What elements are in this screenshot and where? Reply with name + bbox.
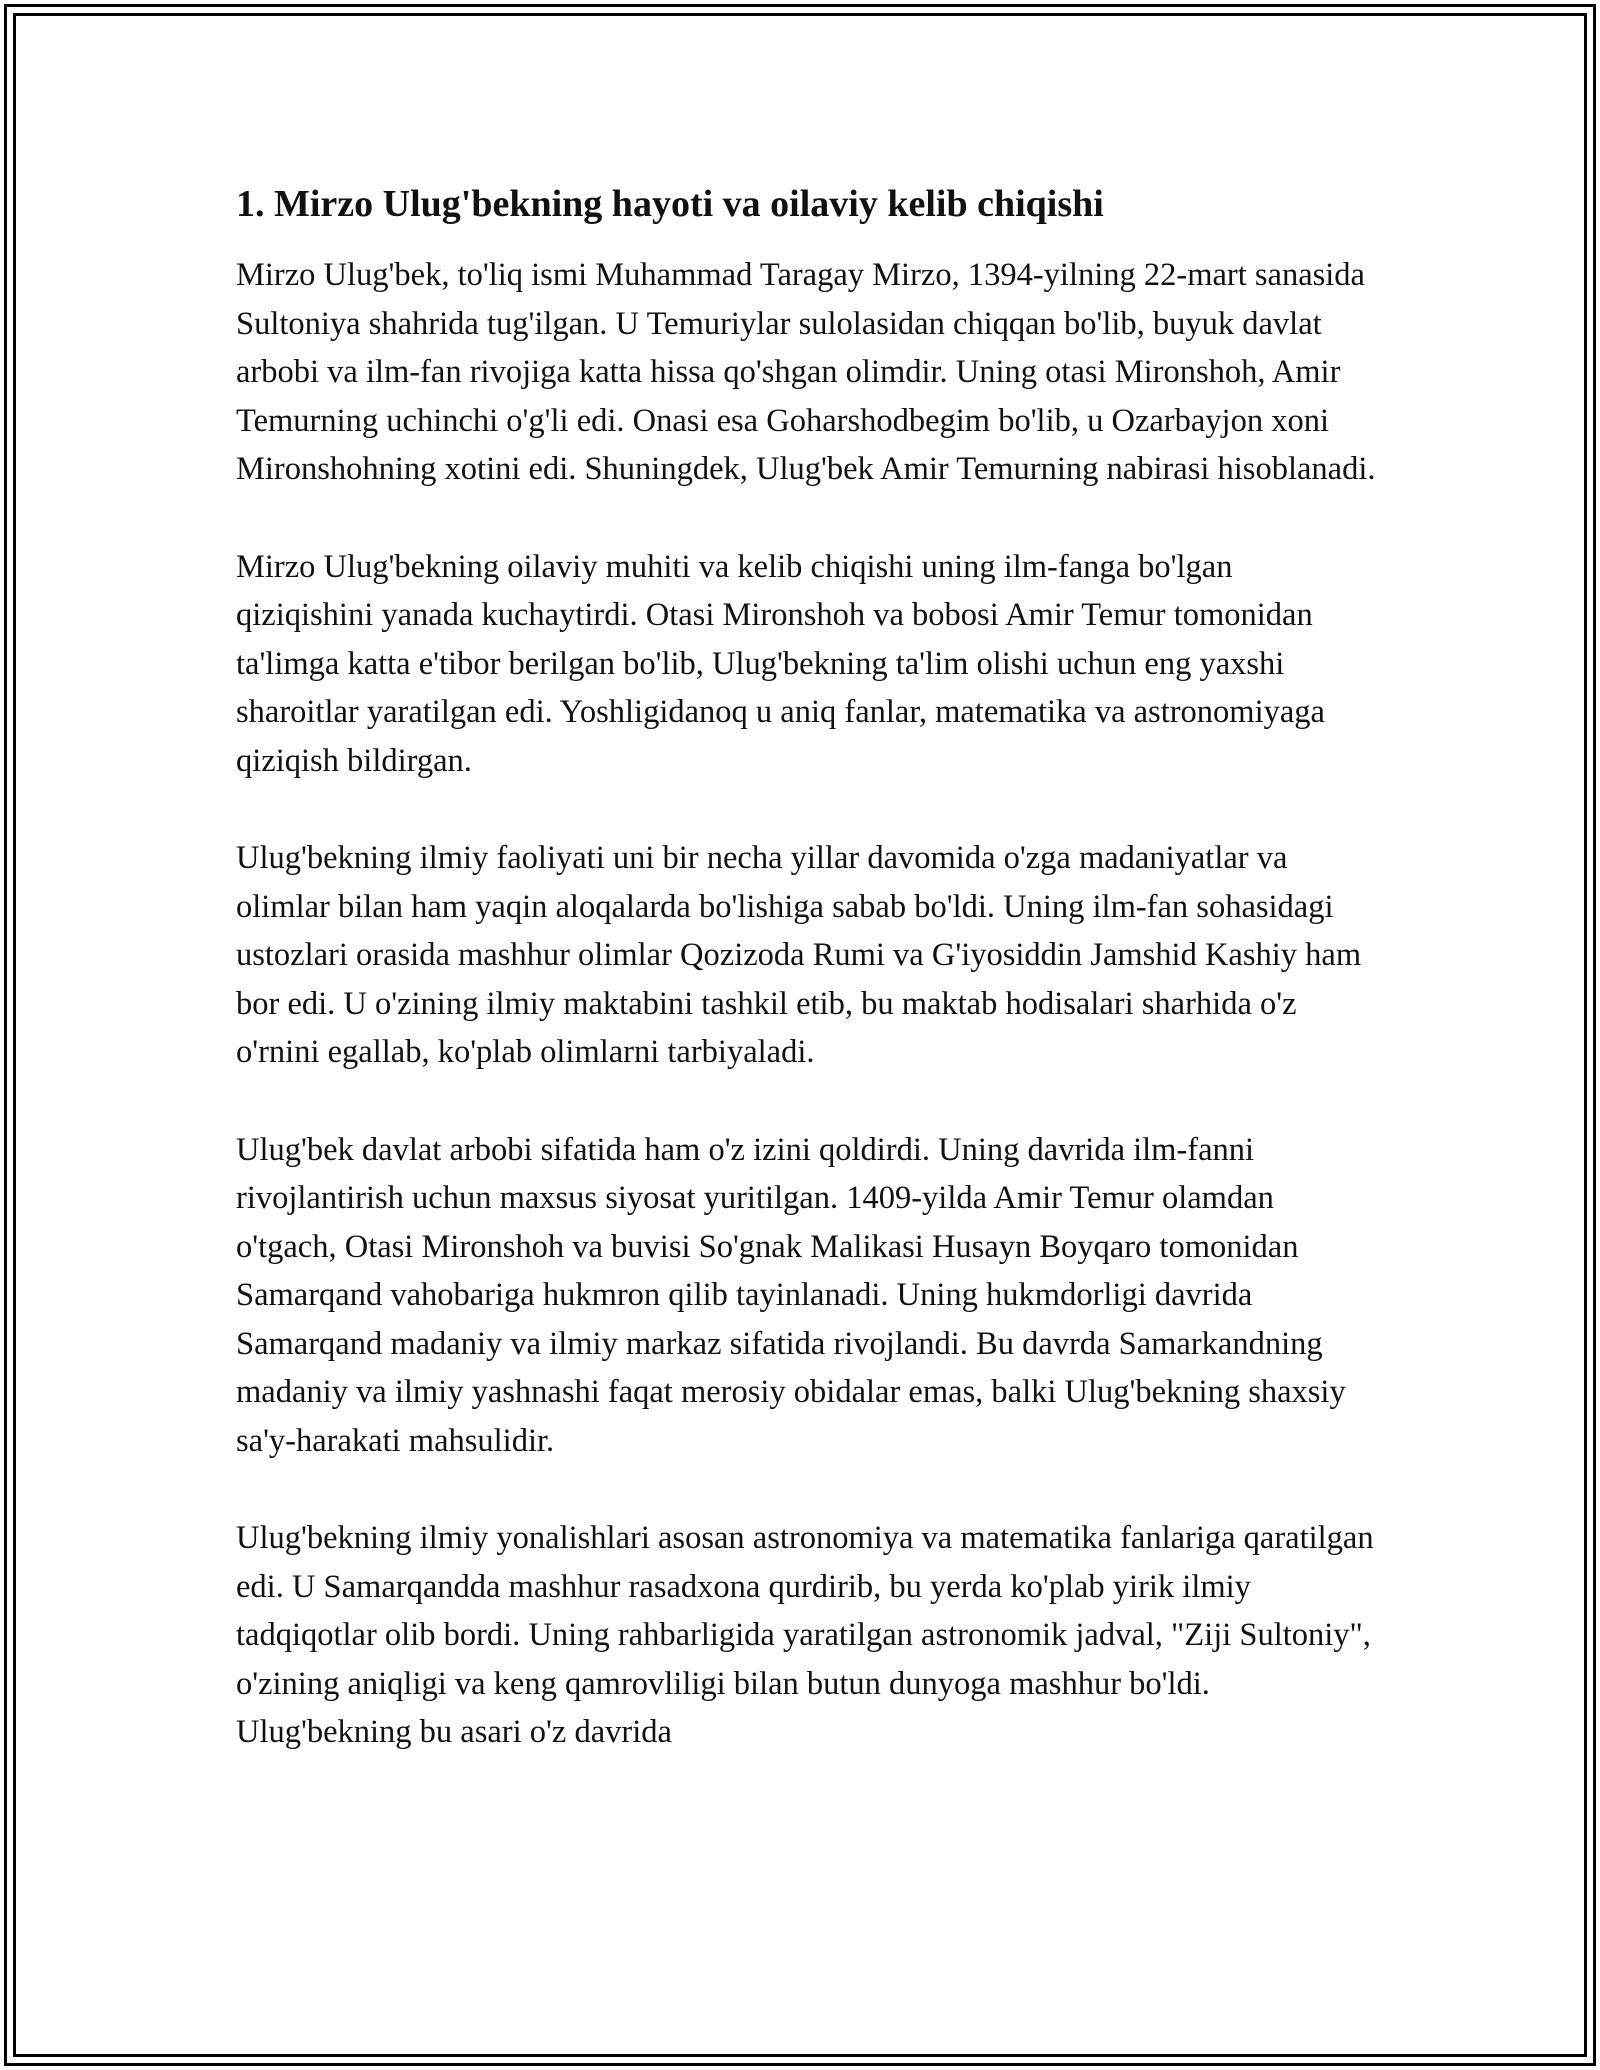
paragraph-1: Mirzo Ulug'bek, to'liq ismi Muhammad Taragay Mirzo, 1394-yilning 22-mart sanasida Sultoniya shahrida tug'ilgan. U Temuriylar sulolasidan chiqqan bo'lib, buyuk davlat arbobi va ilm-fan rivojiga katta hissa qo'shgan olimdir. Uning otasi Mironshoh, Amir Temurning uchinchi o'g'li edi. Onasi esa Goharshodbegim bo'lib, u Ozarbayjon xoni Mironshohning xotini edi. Shuningdek, Ulug'bek Amir Temurning nabirasi hisoblanadi. [236, 257, 1376, 488]
paragraph-4: Ulug'bek davlat arbobi sifatida ham o'z izini qoldirdi. Uning davrida ilm-fanni rivojlantirish uchun maxsus siyosat yuritilgan. 1409-yilda Amir Temur olamdan o'tgach, Otasi Mironshoh va buvisi So'gnak Malikasi Husayn Boyqaro tomonidan Samarqand vahobariga hukmron qilib tayinlanadi. Uning hukmdorligi davrida Samarqand madaniy va ilmiy markaz sifatida rivojlandi. Bu davrda Samarkandning madaniy va ilmiy yashnashi faqat merosiy obidalar emas, balki Ulug'bekning shaxsiy sa'y-harakati mahsulidir. [236, 1131, 1346, 1459]
document-body [236, 180, 1376, 1806]
section-title: 1. Mirzo Ulug'bekning hayoti va oilaviy kelib chiqishi [236, 183, 1104, 225]
paragraph-5: Ulug'bekning ilmiy yonalishlari asosan astronomiya va matematika fanlariga qaratilgan edi. U Samarqandda mashhur rasadxona qurdirib, bu yerda ko'plab yirik ilmiy tadqiqotlar olib bordi. Uning rahbarligida yaratilgan astronomik jadval, "Ziji Sultoniy", o'zining aniqligi va keng qamrovliligi bilan butun dunyoga mashhur bo'ldi. Ulug'bekning bu asari o'z davrida [236, 1520, 1374, 1751]
paragraph-3: Ulug'bekning ilmiy faoliyati uni bir necha yillar davomida o'zga madaniyatlar va olimlar bilan ham yaqin aloqalarda bo'lishiga sabab bo'ldi. Uning ilm-fan sohasidagi ustozlari orasida mashhur olimlar Qozizoda Rumi va G'iyosiddin Jamshid Kashiy ham bor edi. U o'zining ilmiy maktabini tashkil etib, bu maktab hodisalari sharhida o'z o'rnini egallab, ko'plab olimlarni tarbiyaladi. [236, 840, 1362, 1071]
paragraph-2: Mirzo Ulug'bekning oilaviy muhiti va kelib chiqishi uning ilm-fanga bo'lgan qiziqishini yanada kuchaytirdi. Otasi Mironshoh va bobosi Amir Temur tomonidan ta'limga katta e'tibor berilgan bo'lib, Ulug'bekning ta'lim olishi uchun eng yaxshi sharoitlar yaratilgan edi. Yoshligidanoq u aniq fanlar, matematika va astronomiyaga qiziqish bildirgan. [236, 548, 1325, 779]
